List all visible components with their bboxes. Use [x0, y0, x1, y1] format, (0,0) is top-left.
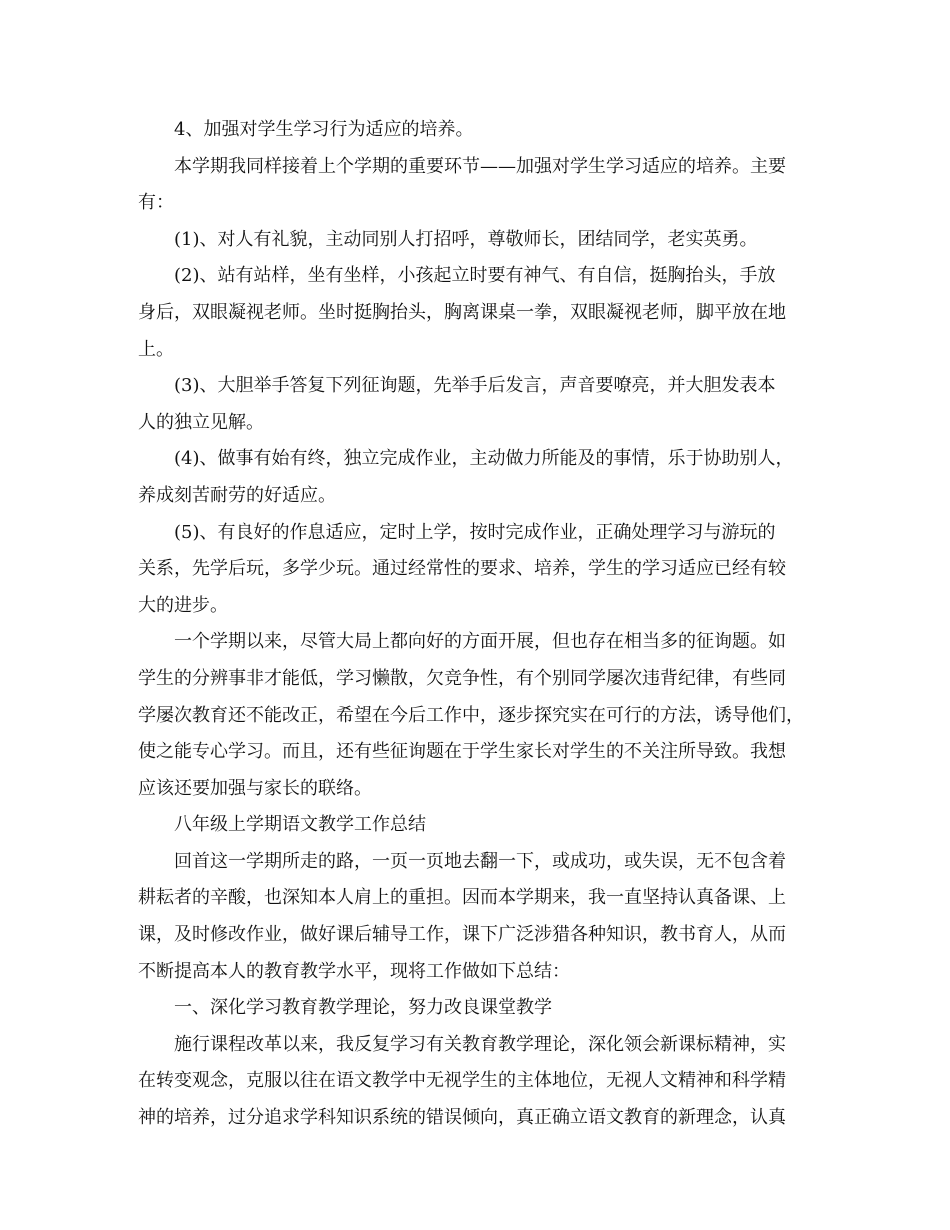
text-line: 学生的分辨事非才能低，学习懒散，欠竞争性，有个别同学屡次违背纪律，有些同: [138, 667, 786, 689]
text-line: 一、深化学习教育教学理论，努力改良课堂教学: [174, 997, 552, 1019]
text-line: (1)、对人有礼貌，主动同别人打招呼，尊敬师长，团结同学，老实英勇。: [174, 228, 758, 250]
text-line: 4、加强对学生学习行为适应的培养。: [174, 119, 474, 140]
text-line: 关系，先学后玩，多学少玩。通过经常性的要求、培养，学生的学习适应已经有较: [138, 558, 786, 580]
text-line: 人的独立见解。: [138, 411, 264, 433]
text-line: 应该还要加强与家长的联络。: [138, 777, 372, 799]
text-line: 身后，双眼凝视老师。坐时挺胸抬头，胸离课桌一拳，双眼凝视老师，脚平放在地: [138, 301, 786, 323]
text-line: 不断提高本人的教育教学水平，现将工作做如下总结：: [138, 960, 570, 982]
text-line: 有：: [138, 192, 174, 214]
text-line: 回首这一学期所走的路，一页一页地去翻一下，或成功，或失误，无不包含着: [174, 850, 786, 872]
text-line: 施行课程改革以来，我反复学习有关教育教学理论，深化领会新课标精神，实: [174, 1033, 786, 1055]
text-line: (3)、大胆举手答复下列征询题，先举手后发言，声音要嘹亮，并大胆发表本: [174, 375, 776, 397]
text-line: 养成刻苦耐劳的好适应。: [138, 484, 336, 506]
text-line: 课，及时修改作业，做好课后辅导工作，课下广泛涉猎各种知识，教书育人，从而: [138, 924, 786, 946]
text-line: (5)、有良好的作息适应，定时上学，按时完成作业，正确处理学习与游玩的: [174, 521, 776, 543]
text-line: (4)、做事有始有终，独立完成作业，主动做力所能及的事情，乐于协助别人，: [174, 448, 794, 470]
text-line: (2)、站有站样，坐有坐样，小孩起立时要有神气、有自信，挺胸抬头，手放: [174, 265, 776, 287]
text-line: 上。: [138, 338, 174, 360]
text-line: 学屡次教育还不能改正，希望在今后工作中，逐步探究实在可行的方法，诱导他们，: [138, 704, 804, 726]
text-line: 大的进步。: [138, 594, 228, 616]
text-line: 神的培养，过分追求学科知识系统的错误倾向，真正确立语文教育的新理念，认真: [138, 1107, 786, 1129]
text-line: 八年级上学期语文教学工作总结: [174, 814, 426, 836]
text-line: 一个学期以来，尽管大局上都向好的方面开展，但也存在相当多的征询题。如: [174, 631, 786, 653]
text-line: 使之能专心学习。而且，还有些征询题在于学生家长对学生的不关注所导致。我想: [138, 741, 786, 763]
text-line: 耕耘者的辛酸，也深知本人肩上的重担。因而本学期来，我一直坚持认真备课、上: [138, 887, 786, 909]
text-line: 在转变观念，克服以往在语文教学中无视学生的主体地位，无视人文精神和科学精: [138, 1070, 786, 1092]
text-line: 本学期我同样接着上个学期的重要环节——加强对学生学习适应的培养。主要: [174, 155, 786, 177]
document-body: [138, 112, 822, 1137]
